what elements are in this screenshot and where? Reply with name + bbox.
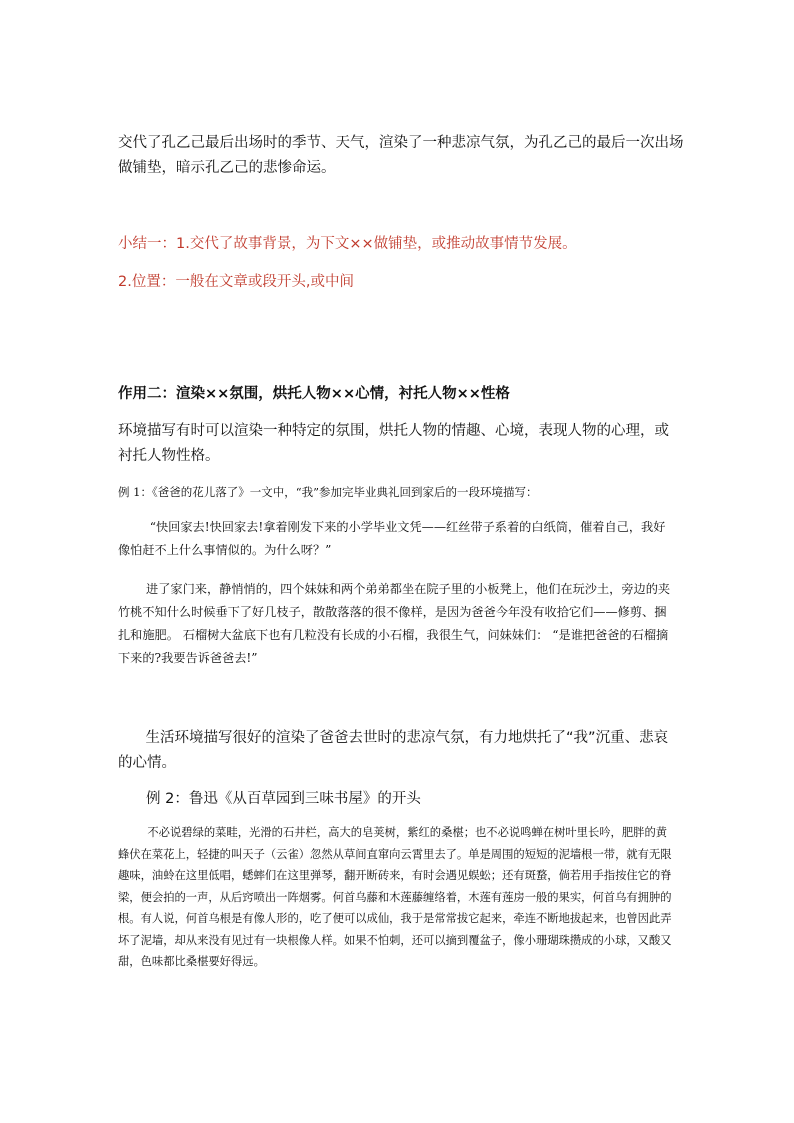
example-1-label: 例 1：《爸爸的花儿落了》一文中，“我”参加完毕业典礼回到家后的一段环境描写： — [118, 485, 538, 499]
summary-line-2: 2.位置：一般在文章或段开头,或中间 — [118, 274, 354, 290]
section-heading: 作用二：渲染××氛围，烘托人物××心情，衬托人物××性格 — [118, 386, 510, 402]
example-1-quote-1: “快回家去!快回家去!拿着刚发下来的小学毕业文凭——红丝带子系着的白纸筒，催着自己，我好像怕赶不上什么事情似的。为什么呀？” — [118, 520, 666, 557]
summary-line-1: 小结一：1.交代了故事背景，为下文××做铺垫，或推动故事情节发展。 — [118, 236, 577, 252]
example-2-label: 例 2：鲁迅《从百草园到三味书屋》的开头 — [146, 791, 421, 807]
section-intro: 环境描写有时可以渲染一种特定的氛围，烘托人物的情趣、心境，表现人物的心理，或衬托人物性格。 — [118, 423, 669, 464]
paragraph-sunzi-context: 交代了孔乙己最后出场时的季节、天气，渲染了一种悲凉气氛，为孔乙己的最后一次出场做铺垫，暗示孔乙己的悲惨命运。 — [118, 135, 684, 176]
example-2-text: 不必说碧绿的菜畦，光滑的石井栏，高大的皂荚树，紫红的桑椹；也不必说鸣蝉在树叶里长吟，肥胖的黄蜂伏在菜花上，轻捷的叫天子（云雀）忽然从草间直窜向云霄里去了。单是周围的短短的泥墙根一带，就有无限趣味，油蛉在这里低唱，蟋蟀们在这里弹琴，翻开断砖来，有时会遇见蜈蚣；还有斑蝥，倘若用手指按住它的脊梁，便会拍的一声，从后窍喷出一阵烟雾。何首乌藤和木莲藤缠络着，木莲有莲房一般的果实，何首乌有拥肿的根。有人说，何首乌根是有像人形的，吃了便可以成仙，我于是常常拔它起来，牵连不断地拔起来，也曾因此弄坏了泥墙，却从来没有见过有一块根像人样。如果不怕刺，还可以摘到覆盆子，像小珊瑚珠攒成的小球，又酸又甜，色味都比桑椹要好得远。 — [118, 826, 672, 968]
analysis-1: 生活环境描写很好的渲染了爸爸去世时的悲凉气氛，有力地烘托了“我”沉重、悲哀的心情。 — [118, 730, 669, 771]
example-1-quote-2: 进了家门来，静悄悄的，四个妹妹和两个弟弟都坐在院子里的小板凳上，他们在玩沙土，旁边的夹竹桃不知什么时候垂下了好几枝子，散散落落的很不像样，是因为爸爸今年没有收拾它们——修剪、捆扎和施肥。 石榴树大盆底下也有几粒没有长成的小石榴，我很生气，问妹妹们： “是谁把爸爸的石榴摘下来的?我要告诉爸爸去!” — [118, 582, 671, 665]
